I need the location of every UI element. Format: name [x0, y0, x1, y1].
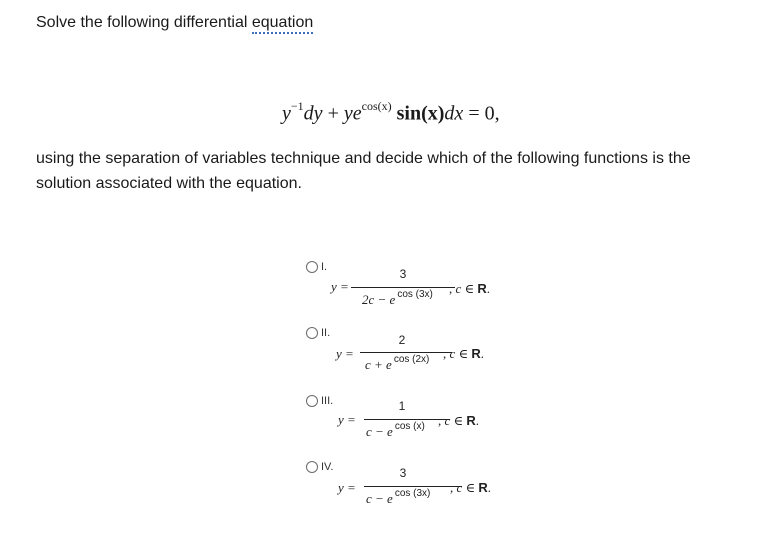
option-4-numerator: 3 [399, 466, 407, 480]
option-1-denominator [362, 289, 433, 308]
option-4-denominator-exponent: cos (3x) [394, 488, 431, 499]
eq-dx: dx [444, 102, 464, 125]
option-3-numerator: 1 [398, 399, 406, 413]
option-3-label: III. [321, 395, 334, 407]
option-3-reals: R [466, 413, 476, 428]
option-1-denominator-exponent: cos (3x) [397, 289, 433, 300]
eq-sin: sin(x) [391, 102, 445, 125]
option-3-period: . [475, 413, 480, 428]
option-4-constant: c [456, 480, 463, 495]
option-1-constant: c [455, 281, 462, 296]
option-3-denominator-exponent: cos (x) [394, 421, 425, 432]
option-2-element-of: ∈ [455, 346, 472, 361]
option-2-denominator [365, 354, 430, 373]
prompt-dotted-word: equation [252, 14, 313, 34]
differential-equation [282, 96, 500, 126]
option-4-element-of: ∈ [462, 480, 479, 495]
option-2-numerator: 2 [398, 333, 406, 347]
option-1-denominator-base: 2c − e [362, 292, 396, 307]
eq-dy: dy [303, 102, 323, 125]
eq-e: e [352, 102, 362, 125]
option-2-domain: , c ∈ R. [443, 346, 485, 361]
option-1-fraction-bar [351, 287, 455, 288]
eq-e-exponent: cos(x) [361, 99, 392, 113]
option-2-constant: c [449, 346, 456, 361]
option-2-period: . [480, 346, 485, 361]
option-3-denominator-base: c − e [366, 424, 393, 439]
eq-plus: + [322, 102, 344, 125]
option-1-period: . [486, 281, 491, 296]
eq-y: y [282, 102, 291, 125]
option-1-numerator: 3 [399, 267, 407, 281]
option-2-fraction-bar [360, 352, 452, 353]
option-2-label: II. [321, 327, 331, 339]
option-4-y-equals: y = [338, 480, 356, 495]
eq-y2: y [343, 102, 353, 125]
option-4-fraction-bar [364, 486, 462, 487]
option-row-4 [0, 458, 760, 516]
option-2-denominator-base: c + e [365, 357, 392, 372]
option-4-denominator-base: c − e [366, 491, 393, 506]
option-4-denominator [366, 488, 431, 507]
option-4-radio[interactable] [306, 461, 318, 473]
option-row-3 [0, 392, 760, 450]
option-3-domain: , c ∈ R. [438, 413, 480, 428]
option-row-1 [0, 258, 760, 316]
option-2-radio[interactable] [306, 327, 318, 339]
prompt-prefix: Solve the following differential [36, 14, 252, 31]
option-3-element-of: ∈ [450, 413, 467, 428]
option-1-domain: , c ∈ R. [449, 281, 491, 296]
option-2-y-equals: y = [336, 346, 354, 361]
option-3-denominator [366, 421, 425, 440]
option-1-radio[interactable] [306, 261, 318, 273]
eq-y-exponent: −1 [290, 99, 304, 113]
option-4-reals: R [478, 480, 488, 495]
option-row-2 [0, 324, 760, 382]
question-instructions: using the separation of variables technique and decide which of the following functions is the solution associated with the equation. [36, 150, 691, 192]
option-4-domain: , c ∈ R. [450, 480, 492, 495]
option-1-element-of: ∈ [461, 281, 478, 296]
option-3-radio[interactable] [306, 395, 318, 407]
option-2-denominator-exponent: cos (2x) [393, 354, 430, 365]
option-2-reals: R [471, 346, 481, 361]
option-1-label: I. [321, 261, 328, 273]
option-1-y-equals: y = [331, 279, 349, 294]
option-4-label: IV. [321, 461, 334, 473]
question-prompt [36, 13, 313, 33]
option-3-constant: c [444, 413, 451, 428]
option-1-reals: R [477, 281, 487, 296]
option-4-period: . [487, 480, 492, 495]
eq-equals-zero: = 0, [463, 102, 500, 125]
option-3-y-equals: y = [338, 412, 356, 427]
